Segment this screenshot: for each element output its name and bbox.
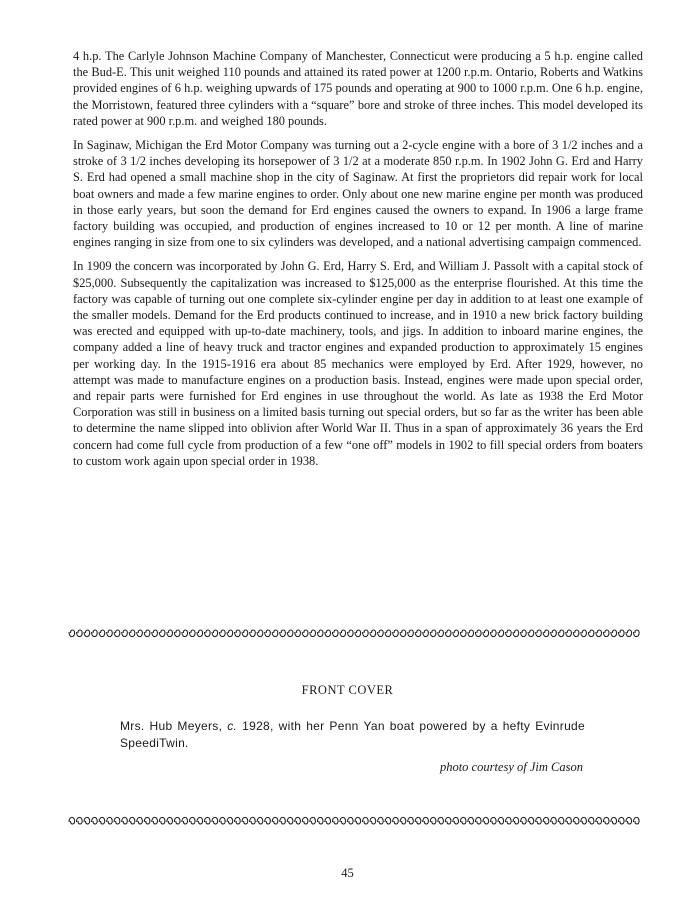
caption-text-end: 1928, with her Penn Yan boat powered by a hefty Evinrude SpeediTwin. <box>120 719 585 750</box>
front-cover-heading: FRONT COVER <box>301 683 394 697</box>
article-body <box>73 48 643 477</box>
paragraph-3: In 1909 the concern was incorporated by John G. Erd, Harry S. Erd, and William J. Passolt with a capital stock of $25,000. Subsequently the capitalization was increased to $125,000 as the enterprise flourished. At this time the factory was capable of turning out one complete six-cylinder engine per day in addition to at least one example of the smaller models. Demand for the Erd products continued to increase, and in 1910 a new brick factory building was erected and equipped with up-to-date machinery, tools, and jigs. In addition to inboard marine engines, the company added a line of heavy truck and tractor engines and expanded production to approximately 15 engines per working day. In the 1915-1916 era about 85 mechanics were employed by Erd. After 1929, however, no attempt was made to manufacture engines on a production basis. Instead, engines were made upon special order, and repair parts were furnished for Erd engines in use throughout the world. As late as 1938 the Erd Motor Corporation was still in business on a limited basis turning out special orders, but so far as the writer has been able to determine the name slipped into oblivion after World War II. Thus in a span of approximately 36 years the Erd concern had come full cycle from production of a few “one off” models in 1902 to fill special orders from boaters to custom work again upon special order in 1938. <box>73 259 643 468</box>
front-cover-caption <box>120 718 585 752</box>
page-number: 45 <box>341 866 354 880</box>
caption-text-start: Mrs. Hub Meyers, <box>120 719 228 733</box>
paragraph-2: In Saginaw, Michigan the Erd Motor Company was turning out a 2-cycle engine with a bore of 3 1/2 inches and a stroke of 3 1/2 inches developing its horsepower of 3 1/2 at a moderate 850 r.p.m. In 1902 John G. Erd and Harry S. Erd had opened a small machine shop in the city of Saginaw. At first the proprietors did repair work for local boat owners and made a few marine engines to order. Only about one new marine engine per month was produced in those early years, but soon the demand for Erd engines caused the owners to expand. In 1906 a large frame factory building was occupied, and production of engines increased to 10 or 12 per month. A line of marine engines ranging in size from one to six cylinders was developed, and a national advertising campaign commenced. <box>73 138 643 250</box>
paragraph-1: 4 h.p. The Carlyle Johnson Machine Company of Manchester, Connecticut were producing a 5 h.p. engine called the Bud-E. This unit weighed 110 pounds and attained its rated power at 1200 r.p.m. Ontario, Roberts and Watkins provided engines of 6 h.p. weighing upwards of 175 pounds and operating at 900 to 1000 r.p.m. One 6 h.p. engine, the Morristown, featured three cylinders with a “square” bore and stroke of three inches. This model developed its rated power at 900 r.p.m. and weighed 180 pounds. <box>73 49 643 128</box>
decorative-border-bottom <box>68 813 643 829</box>
caption-circa: c. <box>227 719 238 733</box>
decorative-border-top <box>68 625 643 641</box>
photo-credit: photo courtesy of Jim Cason <box>439 760 583 774</box>
